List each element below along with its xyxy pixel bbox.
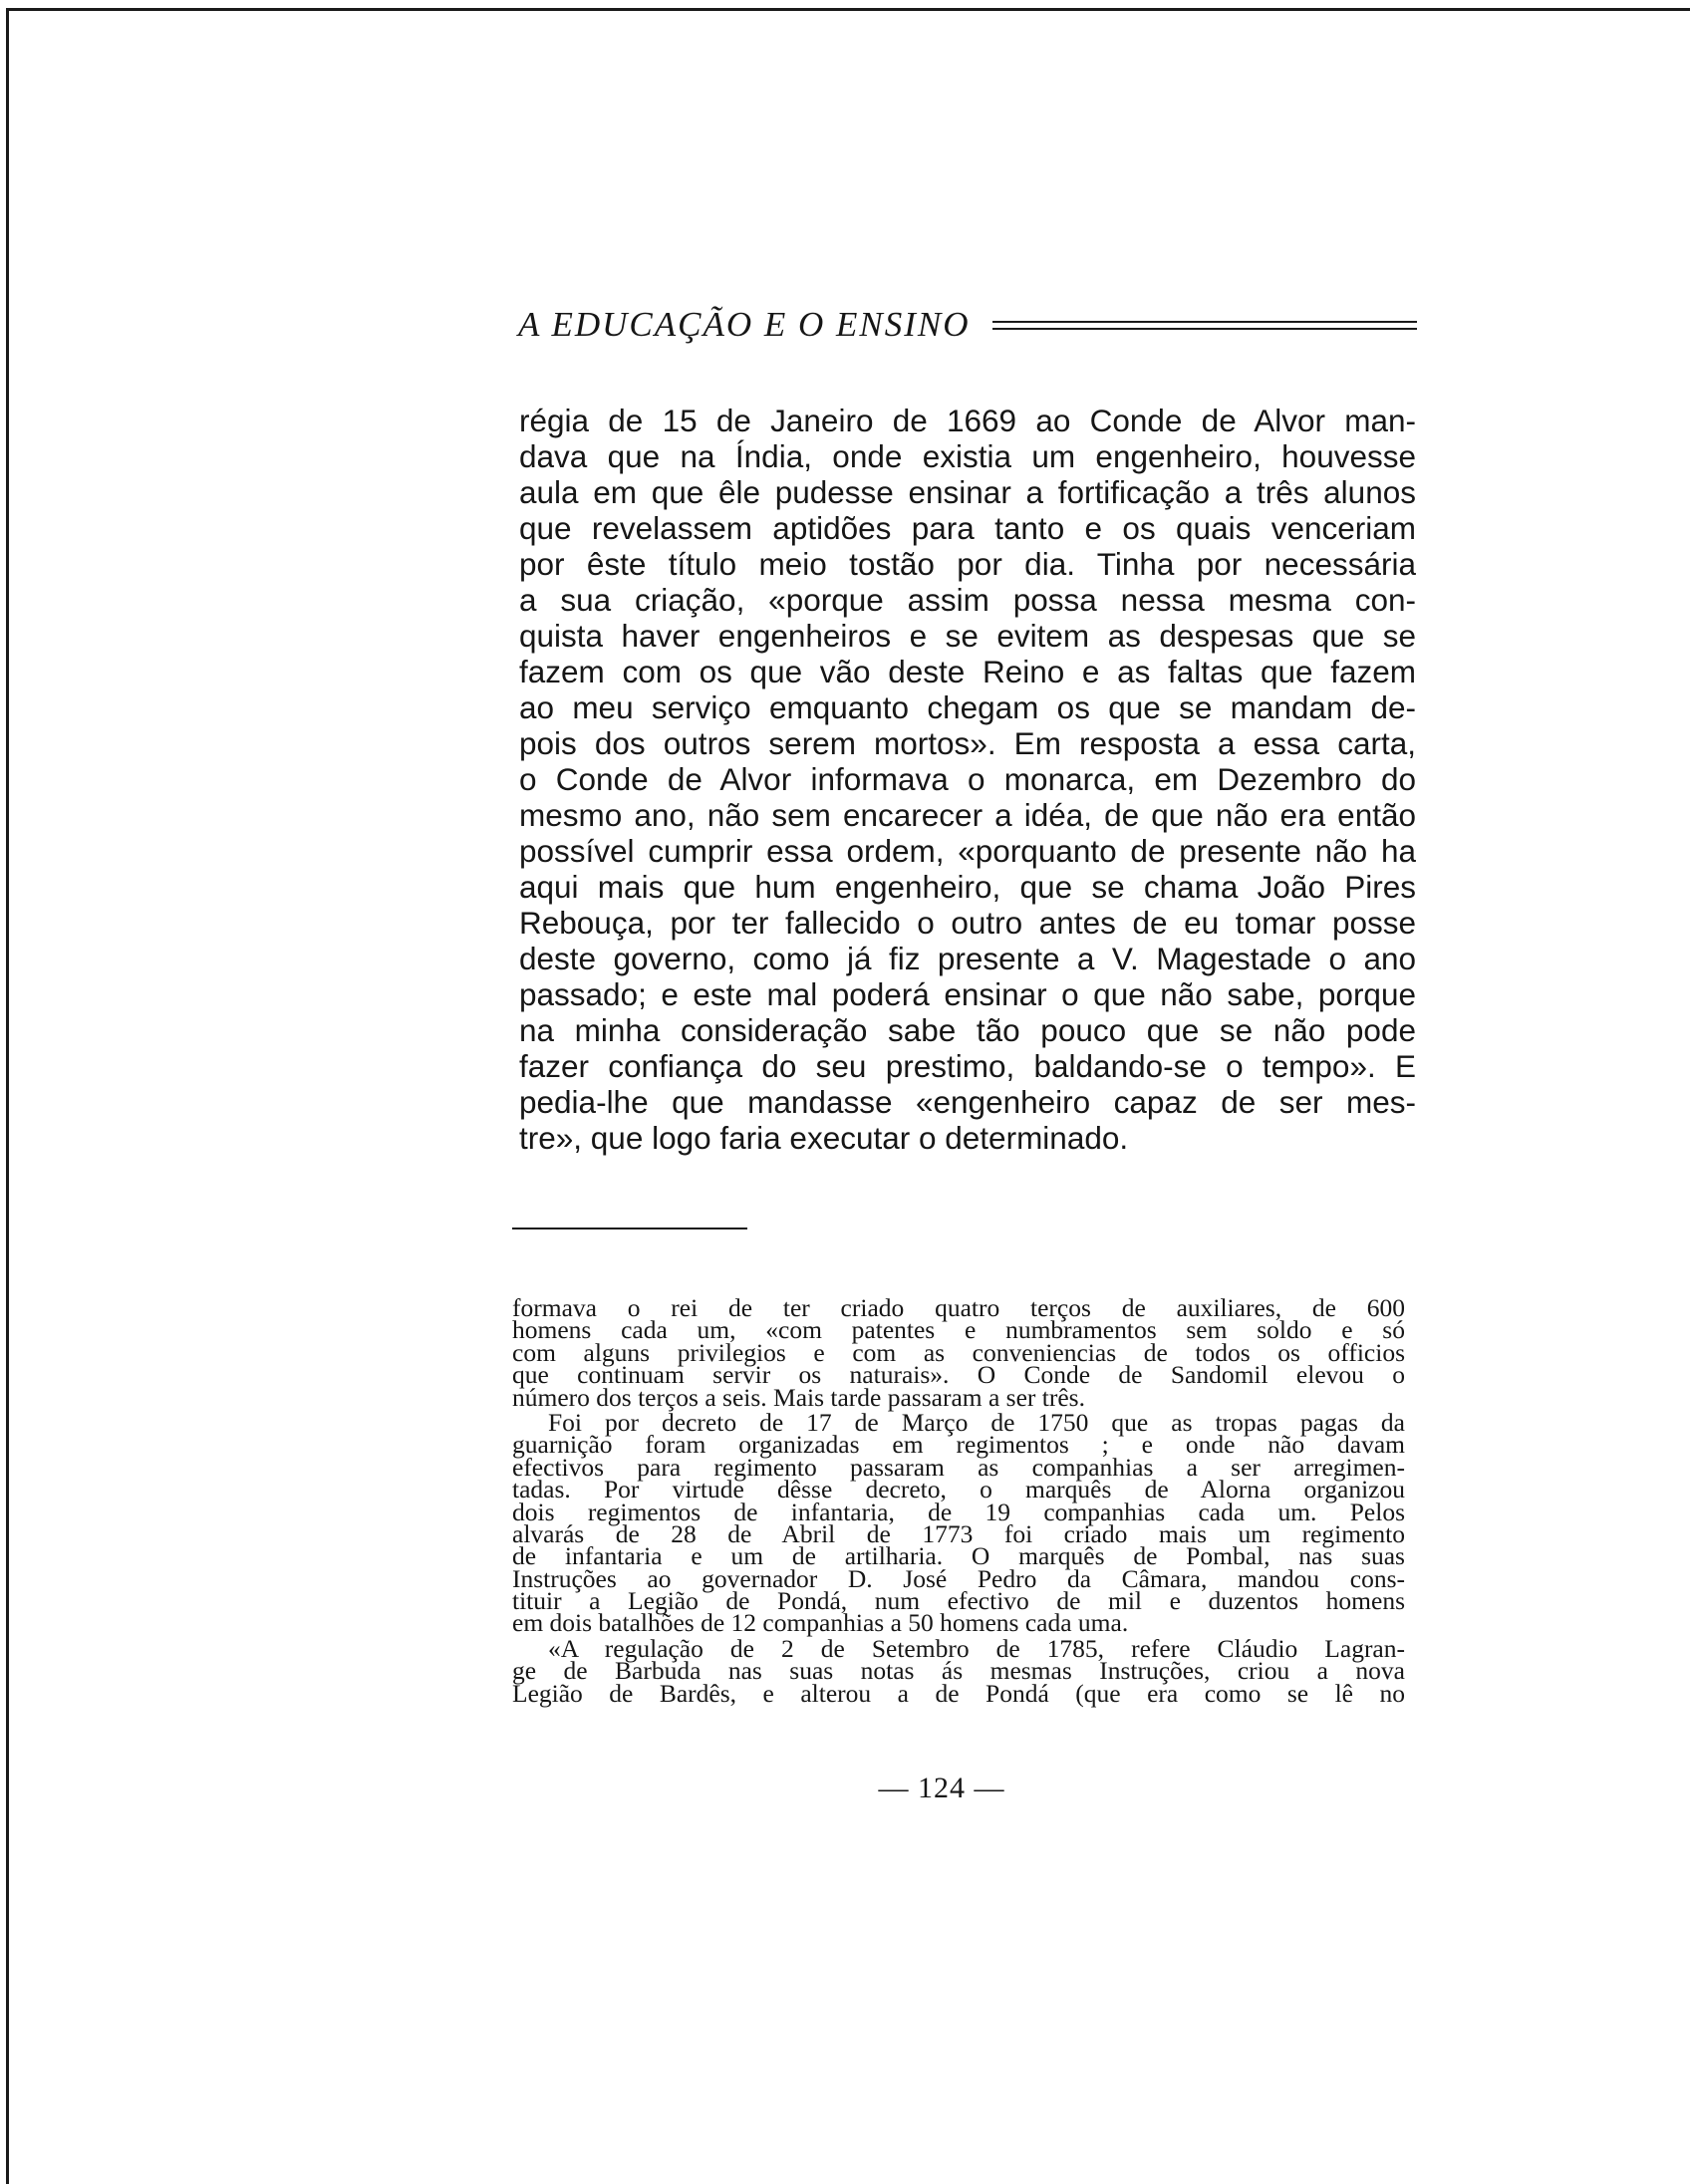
- footnote-line: de infantaria e um de artilharia. O marquês de Pombal, nas suas: [512, 1541, 1405, 1571]
- text-line: quista haver engenheiros e se evitem as despesas que se: [519, 618, 1416, 654]
- text-line: Rebouça, por ter fallecido o outro antes de eu tomar posse: [519, 905, 1416, 941]
- footnote-line: efectivos para regimento passaram as companhias a ser arregimen-: [512, 1452, 1405, 1482]
- footnote-separator: [512, 1228, 747, 1229]
- text-line: que revelassem aptidões para tanto e os quais venceriam: [519, 510, 1416, 546]
- footnote-line: «A regulação de 2 de Setembro de 1785, refere Cláudio Lagran-: [548, 1633, 1405, 1663]
- footnote-line: alvarás de 28 de Abril de 1773 foi criado mais um regimento: [512, 1518, 1405, 1548]
- footnote-line: com alguns privilegios e com as conveniencias de todos os officios: [512, 1337, 1405, 1367]
- footnote-line: tituir a Legião de Pondá, num efectivo de mil e duzentos homens: [512, 1586, 1405, 1616]
- page-border-left: [6, 8, 9, 2184]
- footnote-line: Foi por decreto de 17 de Março de 1750 que as tropas pagas da: [548, 1407, 1405, 1437]
- text-line: na minha consideração sabe tão pouco que se não pode: [519, 1012, 1416, 1048]
- text-line: deste governo, como já fiz presente a V. Magestade o ano: [519, 941, 1416, 976]
- text-line: pois dos outros serem mortos». Em resposta a essa carta,: [519, 725, 1416, 761]
- footnotes: [512, 1293, 1405, 1708]
- page-number: — 124 —: [878, 1772, 1005, 1804]
- footnote-paragraph: [512, 1407, 1405, 1638]
- text-line: a sua criação, «porque assim possa nessa mesma con-: [519, 582, 1416, 618]
- text-line: fazer confiança do seu prestimo, baldando-se o tempo». E: [519, 1048, 1416, 1084]
- running-header: [518, 305, 1417, 345]
- footnote-line: Legião de Bardês, e alterou a de Pondá (que era como se lê no: [512, 1678, 1405, 1708]
- footnote-line: ge de Barbuda nas suas notas ás mesmas Instruções, criou a nova: [512, 1656, 1405, 1686]
- page-border-top: [6, 8, 1690, 11]
- footnote-line: em dois batalhões de 12 companhias a 50 homens cada uma.: [512, 1608, 1129, 1638]
- text-line: aqui mais que hum engenheiro, que se chama João Pires: [519, 869, 1416, 905]
- footnote-line: Instruções ao governador D. José Pedro da Câmara, mandou cons-: [512, 1563, 1405, 1593]
- text-line: ao meu serviço emquanto chegam os que se mandam de-: [519, 689, 1416, 725]
- footnote-line: tadas. Por virtude dêsse decreto, o marquês de Alorna organizou: [512, 1475, 1405, 1504]
- text-line: régia de 15 de Janeiro de 1669 ao Conde de Alvor man-: [519, 403, 1416, 438]
- text-line: fazem com os que vão deste Reino e as faltas que fazem: [519, 654, 1416, 689]
- footnote-line: número dos terços a seis. Mais tarde passaram a ser três.: [512, 1382, 1085, 1412]
- text-line: tre», que logo faria executar o determinado.: [519, 1120, 1129, 1156]
- footnote-line: que continuam servir os naturais». O Conde de Sandomil elevou o: [512, 1360, 1405, 1390]
- footnote-paragraph: [512, 1293, 1405, 1412]
- header-title: A EDUCAÇÃO E O ENSINO: [518, 305, 971, 344]
- text-line: mesmo ano, não sem encarecer a idéa, de que não era então: [519, 797, 1416, 833]
- text-line: por êste título meio tostão por dia. Tinha por necessária: [519, 546, 1416, 582]
- text-line: o Conde de Alvor informava o monarca, em Dezembro do: [519, 761, 1416, 797]
- main-text: [519, 403, 1416, 1156]
- footnote-line: guarnição foram organizadas em regimentos ; e onde não davam: [512, 1430, 1405, 1460]
- text-line: possível cumprir essa ordem, «porquanto de presente não ha: [519, 833, 1416, 869]
- footnote-line: formava o rei de ter criado quatro terços de auxiliares, de 600: [512, 1293, 1405, 1322]
- footnote-line: dois regimentos de infantaria, de 19 companhias cada um. Pelos: [512, 1497, 1405, 1526]
- header-double-rule: [992, 321, 1417, 330]
- text-line: passado; e este mal poderá ensinar o que não sabe, porque: [519, 976, 1416, 1012]
- footnote-line: homens cada um, «com patentes e numbramentos sem soldo e só: [512, 1315, 1405, 1345]
- footnote-paragraph: [512, 1633, 1405, 1708]
- text-line: dava que na Índia, onde existia um engenheiro, houvesse: [519, 438, 1416, 474]
- text-line: pedia-lhe que mandasse «engenheiro capaz de ser mes-: [519, 1084, 1416, 1120]
- text-line: aula em que êle pudesse ensinar a fortificação a três alunos: [519, 474, 1416, 510]
